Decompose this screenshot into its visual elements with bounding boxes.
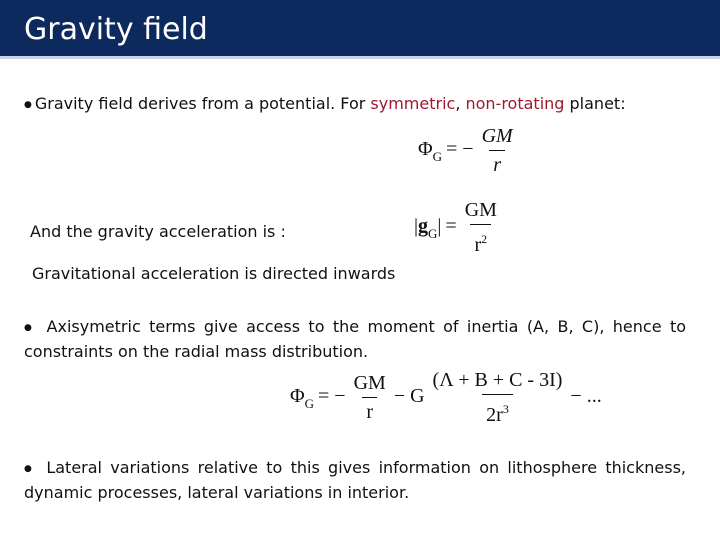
expansion-fraction-2 [429,366,567,429]
abs-right: | [437,215,442,238]
expansion-numerator-2: (Λ + B + C - 3I) [432,369,563,391]
phi-subscript: G [304,396,315,412]
equals-sign: = [445,215,457,238]
acceleration-numerator: GM [464,199,497,221]
g-symbol: g [418,215,429,238]
acceleration-text: And the gravity acceleration is : [30,222,286,241]
bullet-lateral-variations [24,456,686,505]
minus-g: − G [393,385,425,408]
line1-part2: , [455,94,466,113]
axisymmetric-text: Axisymetric terms give access to the moment of inertia (A, B, C), hence to constraints on the radial mass distribution. [24,317,687,361]
equals-minus: = − [446,138,474,161]
directed-inwards-text: Gravitational acceleration is directed inwards [32,264,396,283]
acceleration-equation [414,196,501,259]
bullet-gravity-potential [24,92,704,117]
abs-left: | [414,215,419,238]
expansion-den2-base: 2r [486,404,503,426]
acceleration-den-exp: 2 [481,232,488,246]
bullet-axisymmetric [24,315,686,364]
g-subscript: G [428,226,438,242]
expansion-denominator-1: r [362,397,377,426]
potential-numerator: GM [481,125,513,147]
potential-denominator: r [489,150,505,179]
line1-part3: planet: [564,94,626,113]
acceleration-den-base: r [474,234,482,256]
expansion-den2-exp: 3 [502,402,509,416]
lateral-text: Lateral variations relative to this gives information on lithosphere thickness, dynamic processes, lateral variations in interior. [24,458,686,502]
phi-symbol: Φ [290,385,305,408]
expansion-denominator-2 [482,394,513,429]
slide-title: Gravity field [24,12,208,47]
title-bar [0,0,720,59]
line1-part1: Gravity field derives from a potential. For [34,94,371,113]
phi-subscript: G [432,149,443,165]
potential-equation [418,122,517,179]
non-rotating-text: non-rotating [465,94,565,113]
expansion-numerator-1: GM [353,372,386,394]
expansion-fraction-1 [350,369,390,426]
bullet-icon: ● [24,100,32,110]
expansion-equation [290,366,606,429]
bullet-icon: ● [24,464,36,474]
bullet-icon: ● [24,323,36,333]
acceleration-denominator [470,224,491,259]
equals-minus: = − [318,385,346,408]
symmetric-text: symmetric [370,94,456,113]
potential-fraction [478,122,517,179]
expansion-tail: − ... [570,385,602,408]
acceleration-fraction [461,196,501,259]
phi-symbol: Φ [418,138,433,161]
